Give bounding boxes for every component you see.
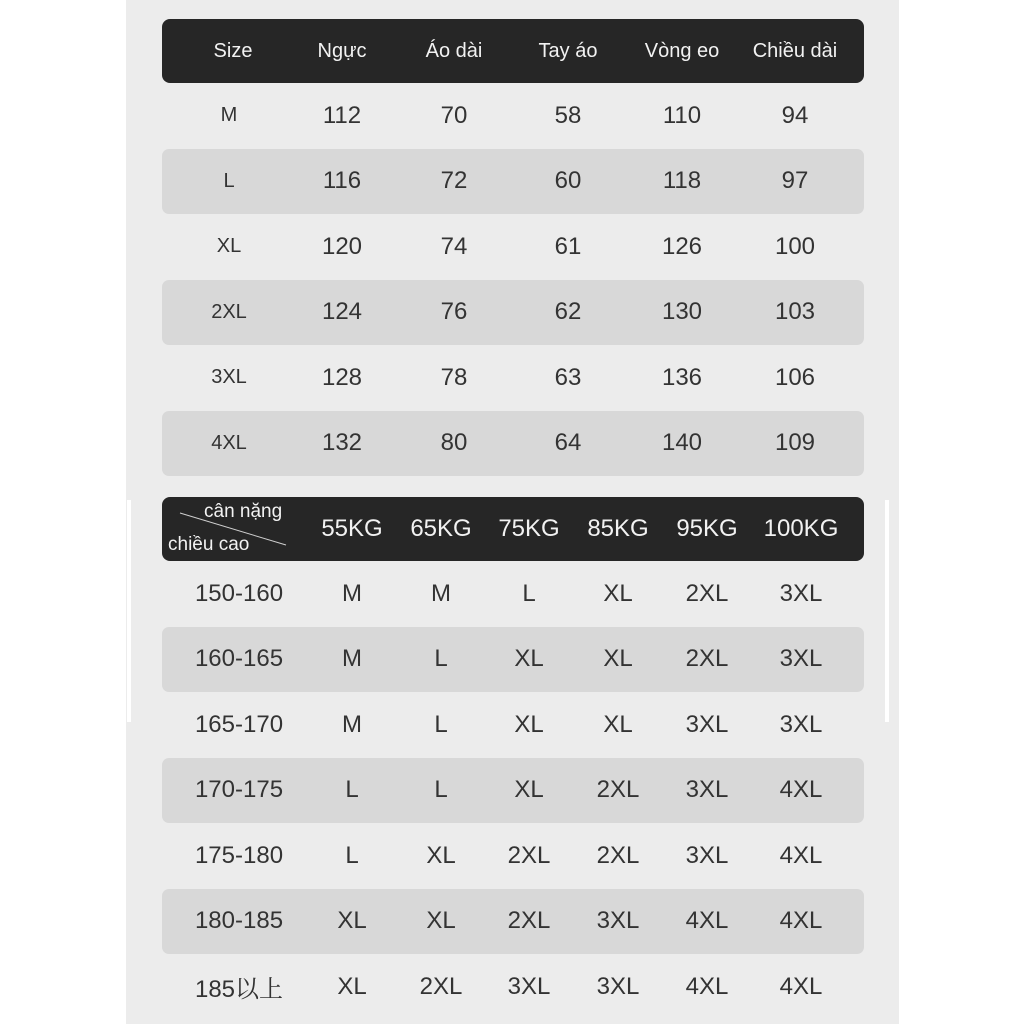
recommended-size: L: [434, 645, 448, 673]
size-label: XL: [216, 235, 242, 258]
size-value: 58: [554, 101, 582, 129]
size-table-header-cell: Áo dài: [425, 39, 483, 62]
size-value: 128: [321, 363, 363, 391]
recommended-size: L: [434, 776, 448, 804]
recommended-size: 2XL: [507, 841, 551, 869]
size-value: 64: [554, 429, 582, 457]
size-label: 4XL: [211, 431, 247, 454]
recommended-size: 3XL: [779, 645, 823, 673]
size-value: 112: [322, 101, 362, 129]
recommended-size: 2XL: [596, 841, 640, 869]
size-value: 97: [781, 167, 809, 195]
height-range-label: 170-175: [194, 776, 284, 804]
size-value: 103: [774, 298, 816, 326]
size-value: 74: [440, 232, 468, 260]
size-value: 106: [774, 363, 816, 391]
size-measurement-table: [162, 19, 864, 476]
recommended-size: 4XL: [685, 907, 729, 935]
recommended-size: 4XL: [685, 972, 729, 1000]
height-range-label: 185以上: [194, 976, 284, 1004]
size-value: 60: [554, 167, 582, 195]
height-range-label: 175-180: [194, 841, 284, 869]
recommended-size: 4XL: [779, 776, 823, 804]
size-table-row: [162, 149, 864, 215]
size-value: 118: [662, 167, 702, 195]
size-label: M: [220, 104, 238, 127]
recommended-size: 3XL: [507, 972, 551, 1000]
recommended-size: XL: [337, 907, 367, 935]
size-table-row: [162, 411, 864, 477]
size-table-row: [162, 280, 864, 346]
size-value: 109: [774, 429, 816, 457]
recommended-size: 4XL: [779, 907, 823, 935]
recommended-size: XL: [514, 710, 544, 738]
recommended-size: 4XL: [779, 841, 823, 869]
size-value: 130: [661, 298, 703, 326]
recommended-size: XL: [337, 972, 367, 1000]
weight-header-cell: 65KG: [410, 515, 472, 542]
size-value: 100: [774, 232, 816, 260]
size-value: 76: [440, 298, 468, 326]
recommended-size: 3XL: [685, 841, 729, 869]
recommended-size: 2XL: [419, 972, 463, 1000]
size-recommendation-table: [162, 497, 864, 1020]
recommended-size: M: [431, 579, 451, 607]
size-value: 126: [661, 232, 703, 260]
size-value: 61: [554, 232, 582, 260]
size-table-row: [162, 345, 864, 411]
size-table-header-cell: Vòng eo: [644, 39, 720, 62]
divider-right: [885, 500, 889, 722]
fit-table-row: [162, 561, 864, 627]
fit-table-row: [162, 823, 864, 889]
fit-table-row: [162, 627, 864, 693]
recommended-size: L: [434, 710, 448, 738]
weight-header-cell: 95KG: [676, 515, 738, 542]
size-table-row: [162, 83, 864, 149]
size-value: 70: [440, 101, 468, 129]
recommended-size: M: [342, 710, 362, 738]
recommended-size: XL: [603, 645, 633, 673]
recommended-size: XL: [603, 579, 633, 607]
size-table-header-cell: Ngực: [317, 39, 367, 62]
recommended-size: 4XL: [779, 972, 823, 1000]
size-table-header-cell: Tay áo: [538, 39, 598, 62]
recommended-size: XL: [514, 776, 544, 804]
size-value: 140: [661, 429, 703, 457]
recommended-size: XL: [514, 645, 544, 673]
height-range-label: 160-165: [194, 645, 284, 673]
weight-header-cell: 75KG: [498, 515, 560, 542]
size-table-header-cell: Size: [213, 39, 253, 62]
recommended-size: L: [345, 841, 359, 869]
recommended-size: M: [342, 579, 362, 607]
recommended-size: 3XL: [596, 907, 640, 935]
recommended-size: 3XL: [596, 972, 640, 1000]
recommended-size: L: [522, 579, 536, 607]
fit-table-row: [162, 889, 864, 955]
recommended-size: 2XL: [507, 907, 551, 935]
size-table-row: [162, 214, 864, 280]
recommended-size: XL: [426, 841, 456, 869]
fit-table-header: [162, 497, 864, 561]
recommended-size: M: [342, 645, 362, 673]
height-range-label: 180-185: [194, 907, 284, 935]
size-label: 2XL: [211, 300, 247, 323]
weight-axis-label: cân nặng: [204, 501, 283, 522]
recommended-size: 2XL: [596, 776, 640, 804]
recommended-size: 3XL: [685, 776, 729, 804]
weight-header-cell: 55KG: [321, 515, 383, 542]
size-label: L: [223, 169, 235, 192]
height-axis-label: chiều cao: [168, 534, 250, 555]
size-value: 136: [661, 363, 703, 391]
fit-table-row: [162, 758, 864, 824]
fit-table-row: [162, 692, 864, 758]
size-value: 110: [662, 101, 702, 129]
size-value: 72: [440, 167, 468, 195]
size-label: 3XL: [211, 366, 247, 389]
recommended-size: 2XL: [685, 645, 729, 673]
weight-header-cell: 100KG: [763, 515, 839, 542]
size-value: 80: [440, 429, 468, 457]
recommended-size: 3XL: [685, 710, 729, 738]
size-value: 124: [321, 298, 363, 326]
recommended-size: 2XL: [685, 579, 729, 607]
height-range-label: 165-170: [194, 710, 284, 738]
fit-table-corner: [162, 497, 302, 561]
recommended-size: XL: [603, 710, 633, 738]
recommended-size: 3XL: [779, 710, 823, 738]
size-value: 132: [321, 429, 363, 457]
size-table-header-cell: Chiều dài: [752, 39, 838, 62]
recommended-size: 3XL: [779, 579, 823, 607]
size-value: 62: [554, 298, 582, 326]
size-value: 120: [321, 232, 363, 260]
size-value: 94: [781, 101, 809, 129]
divider-left: [127, 500, 131, 722]
size-table-header: [162, 19, 864, 83]
height-range-label: 150-160: [194, 579, 284, 607]
recommended-size: XL: [426, 907, 456, 935]
size-value: 63: [554, 363, 582, 391]
fit-table-row: [162, 954, 864, 1020]
size-value: 116: [322, 167, 362, 195]
recommended-size: L: [345, 776, 359, 804]
size-value: 78: [440, 363, 468, 391]
weight-header-cell: 85KG: [587, 515, 649, 542]
